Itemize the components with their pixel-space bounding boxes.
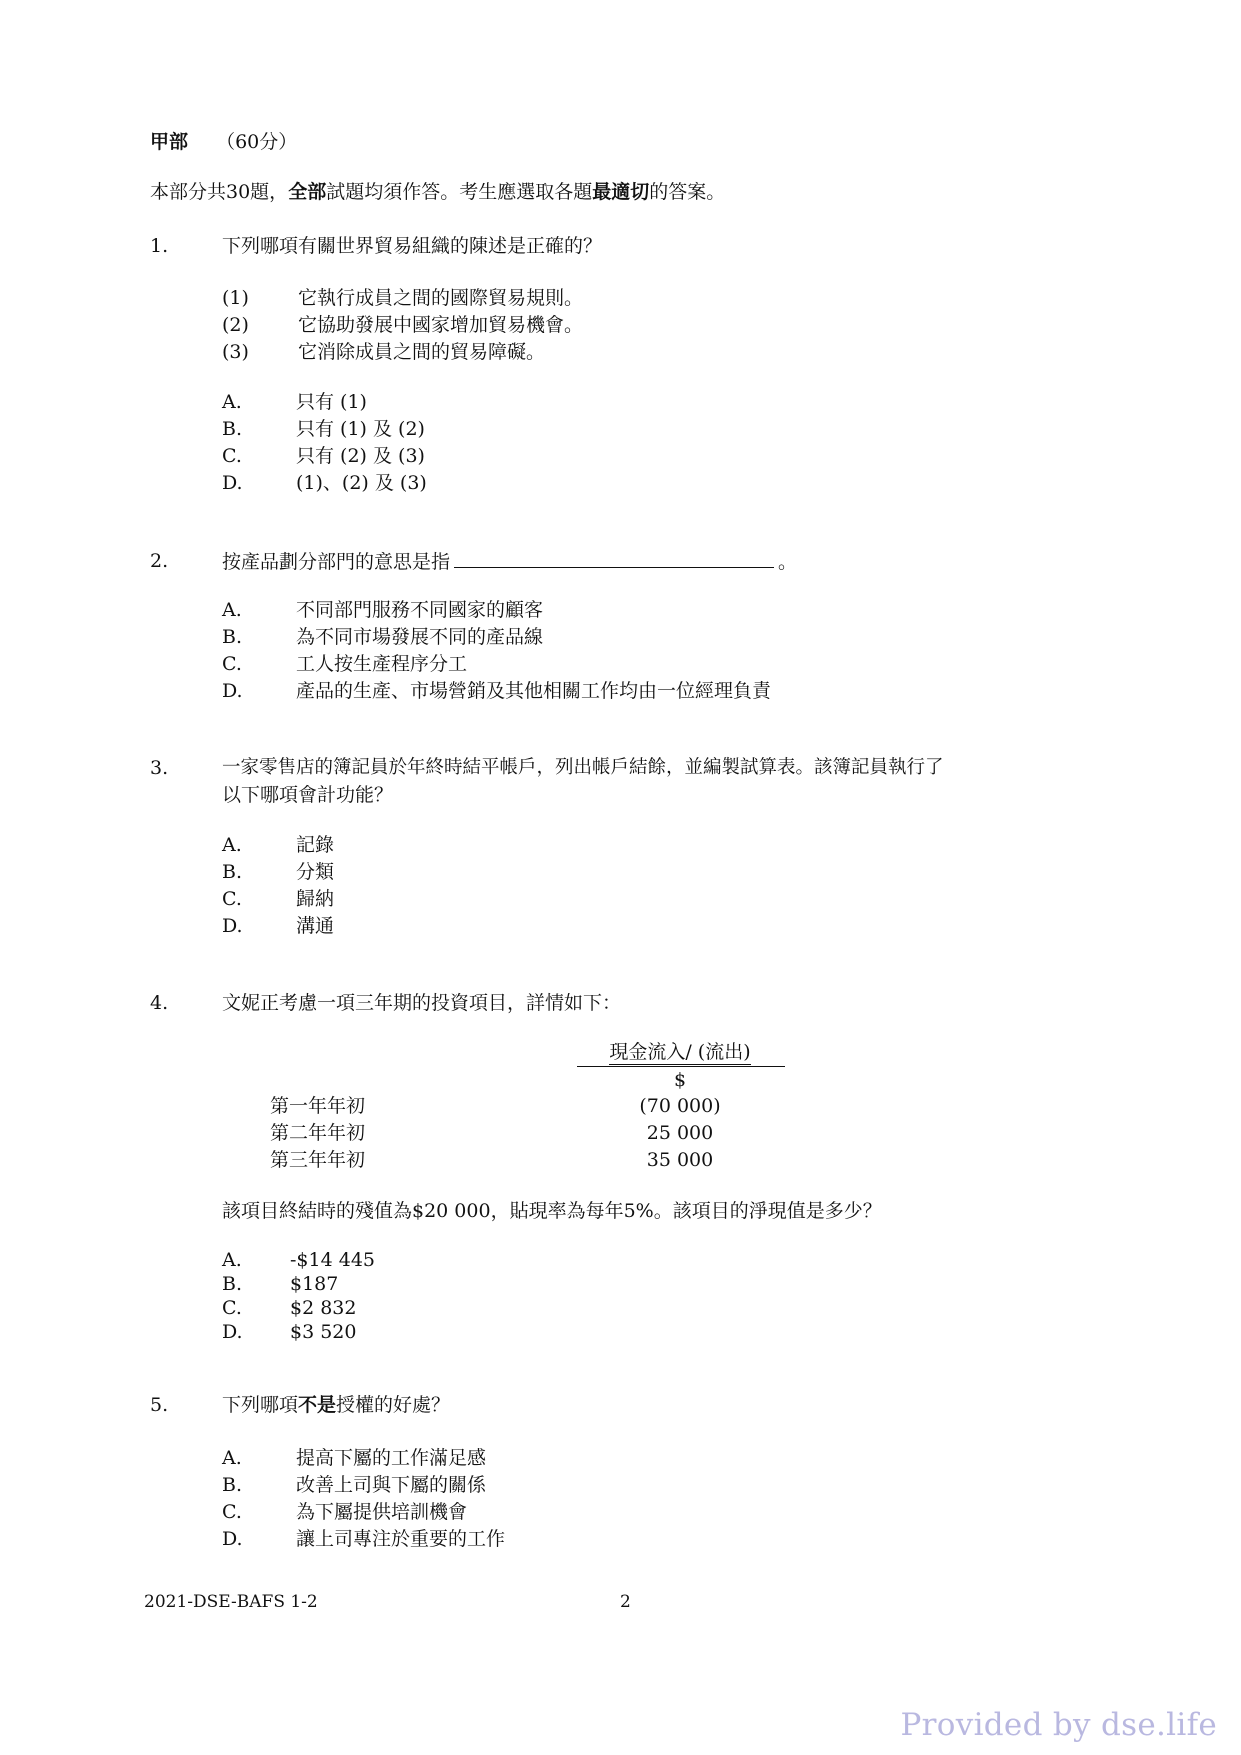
q1-statement-label: (1) [222, 287, 249, 309]
q4-table-unit: $ [673, 1069, 687, 1091]
section-title: 甲部 [150, 131, 189, 153]
q1-option-label: D. [222, 472, 243, 494]
q3-text-line1: 一家零售店的簿記員於年終時結平帳戶，列出帳戶結餘，並編製試算表。該簿記員執行了 [222, 757, 944, 778]
q4-option-label: D. [222, 1321, 243, 1343]
q2-blank [454, 549, 774, 568]
q1-option: 只有 (1) 及 (2) [296, 418, 425, 440]
instructions-bold-best: 最適切 [592, 181, 650, 203]
q3-option: 記錄 [296, 834, 335, 856]
watermark[interactable]: Provided by dse.life [900, 1707, 1217, 1743]
q2-option: 產品的生產、市場營銷及其他相關工作均由一位經理負責 [296, 680, 772, 702]
q4-option-label: B. [222, 1273, 243, 1295]
q5-option: 讓上司專注於重要的工作 [296, 1528, 506, 1550]
q1-statement: 它執行成員之間的國際貿易規則。 [298, 287, 584, 309]
footer-exam-code: 2021-DSE-BAFS 1-2 [144, 1592, 318, 1612]
instructions [150, 180, 725, 204]
q1-statement-label: (2) [222, 314, 249, 336]
q5-option: 提高下屬的工作滿足感 [296, 1447, 487, 1469]
q5-option-label: C. [222, 1501, 242, 1523]
q1-number: 1. [150, 235, 169, 257]
q4-table-header-text: 現金流入/ (流出) [609, 1041, 751, 1063]
q3-text-line2: 以下哪項會計功能？ [222, 784, 394, 806]
q3-option: 歸納 [296, 888, 335, 910]
q5-option: 改善上司與下屬的關係 [296, 1474, 487, 1496]
q1-option: (1)、(2) 及 (3) [296, 472, 427, 494]
q5-text-bold: 不是 [298, 1394, 337, 1416]
q2-option: 為不同市場發展不同的產品線 [296, 626, 544, 648]
q2-stem [222, 549, 797, 574]
q2-option-label: D. [222, 680, 243, 702]
q3-option-label: B. [222, 861, 243, 883]
q4-table-row-label: 第一年年初 [270, 1095, 366, 1117]
q4-table-header [575, 1040, 785, 1064]
q4-option-label: A. [222, 1249, 242, 1271]
q4-table-row-value: 35 000 [646, 1149, 714, 1171]
instructions-bold-all: 全部 [288, 181, 327, 203]
q5-number: 5. [150, 1394, 169, 1416]
instructions-text: 試題均須作答。考生應選取各題 [326, 181, 593, 203]
q2-option-label: C. [222, 653, 242, 675]
q1-statement-label: (3) [222, 341, 249, 363]
q2-option-label: A. [222, 599, 242, 621]
q1-option: 只有 (2) 及 (3) [296, 445, 425, 467]
instructions-text: 本部分共30題， [150, 181, 289, 203]
q4-option-label: C. [222, 1297, 242, 1319]
q4-number: 4. [150, 992, 169, 1014]
q1-statement: 它消除成員之間的貿易障礙。 [298, 341, 546, 363]
q1-statement: 它協助發展中國家增加貿易機會。 [298, 314, 584, 336]
q2-text: 按產品劃分部門的意思是指 [222, 551, 451, 573]
q4-table-row-value: (70 000) [639, 1095, 721, 1117]
q5-option-label: A. [222, 1447, 242, 1469]
q3-option: 分類 [296, 861, 335, 883]
q4-table-row-label: 第二年年初 [270, 1122, 366, 1144]
section-heading [150, 130, 297, 154]
q3-option-label: A. [222, 834, 242, 856]
q5-text [222, 1393, 450, 1417]
q2-number: 2. [150, 550, 169, 572]
q3-option-label: C. [222, 888, 242, 910]
q1-option-label: C. [222, 445, 242, 467]
q1-option-label: B. [222, 418, 243, 440]
q1-text: 下列哪項有關世界貿易組織的陳述是正確的？ [222, 235, 603, 257]
q2-option-label: B. [222, 626, 243, 648]
q4-table-rule [577, 1066, 785, 1067]
q4-text: 文妮正考慮一項三年期的投資項目，詳情如下： [222, 992, 622, 1014]
q4-table-row-value: 25 000 [646, 1122, 714, 1144]
q5-option-label: B. [222, 1474, 243, 1496]
section-marks: （60分） [216, 131, 298, 153]
q1-option-label: A. [222, 391, 242, 413]
instructions-text: 的答案。 [649, 181, 726, 203]
q2-option: 工人按生產程序分工 [296, 653, 468, 675]
q5-text-post: 授權的好處？ [336, 1394, 451, 1416]
q4-option: $3 520 [290, 1321, 357, 1343]
q5-option: 為下屬提供培訓機會 [296, 1501, 468, 1523]
q4-option: $2 832 [290, 1297, 357, 1319]
q1-option: 只有 (1) [296, 391, 367, 413]
q4-question: 該項目終結時的殘值為$20 000，貼現率為每年5%。該項目的淨現值是多少？ [222, 1200, 882, 1222]
q2-option: 不同部門服務不同國家的顧客 [296, 599, 544, 621]
q5-option-label: D. [222, 1528, 243, 1550]
q4-table-row-label: 第三年年初 [270, 1149, 366, 1171]
page-number: 2 [620, 1592, 631, 1612]
q3-number: 3. [150, 757, 169, 779]
q2-end: 。 [778, 551, 798, 573]
q4-option: -$14 445 [290, 1249, 375, 1271]
q3-option-label: D. [222, 915, 243, 937]
q3-option: 溝通 [296, 915, 335, 937]
q5-text-pre: 下列哪項 [222, 1394, 299, 1416]
q4-option: $187 [290, 1273, 339, 1295]
